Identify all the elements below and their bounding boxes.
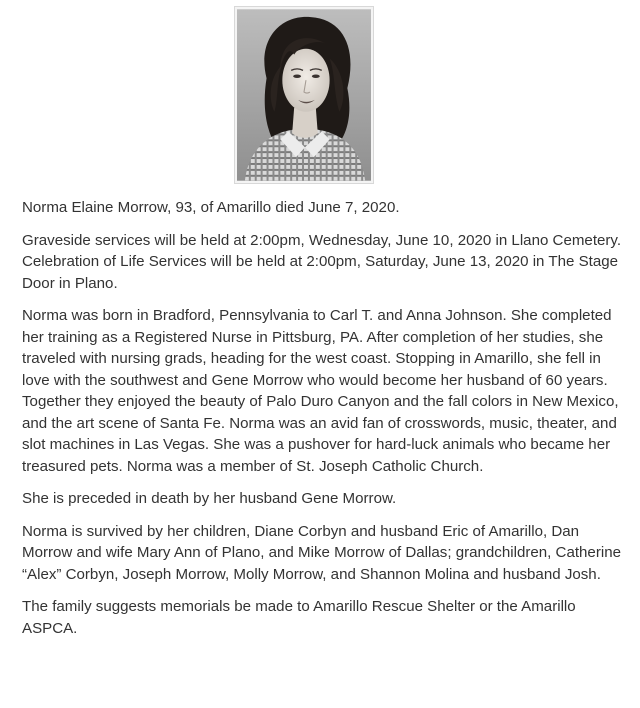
portrait-photo (234, 6, 374, 184)
biography-paragraph: Norma was born in Bradford, Pennsylvania to Carl T. and Anna Johnson. She completed her training as a Registered Nurse in Pittsburg, PA. After completion of her studies, she traveled with nursing grads, heading for the west coast. Stopping in Amarillo, she fell in love with the southwest and Gene Morrow who would become her husband of 60 years. Together they enjoyed the beauty of Palo Duro Canyon and the fall colors in New Mexico, and the art scene of Santa Fe. Norma was an avid fan of crosswords, music, theater, and slot machines in Las Vegas. She was a pushover for hard-luck animals who became her treasured pets. Norma was a member of St. Joseph Catholic Church. (22, 307, 619, 475)
death-notice-paragraph: Norma Elaine Morrow, 93, of Amarillo died June 7, 2020. (22, 199, 400, 216)
portrait-photo-icon (237, 9, 371, 181)
survivors-paragraph: Norma is survived by her children, Diane Corbyn and husband Eric of Amarillo, Dan Morrow and wife Mary Ann of Plano, and Mike Morrow of Dallas; grandchildren, Catherine “Alex” Corbyn, Joseph Morrow, Molly Morrow, and Shannon Molina and husband Josh. (22, 522, 621, 583)
preceded-by-paragraph: She is preceded in death by her husband Gene Morrow. (22, 490, 397, 507)
memorials-paragraph: The family suggests memorials be made to Amarillo Rescue Shelter or the Amarillo ASPCA. (22, 598, 576, 637)
obituary-text (22, 197, 630, 650)
services-paragraph: Graveside services will be held at 2:00pm, Wednesday, June 10, 2020 in Llano Cemetery. Celebration of Life Services will be held at 2:00pm, Saturday, June 13, 2020 in The Stage Door in Plano. (22, 231, 622, 292)
